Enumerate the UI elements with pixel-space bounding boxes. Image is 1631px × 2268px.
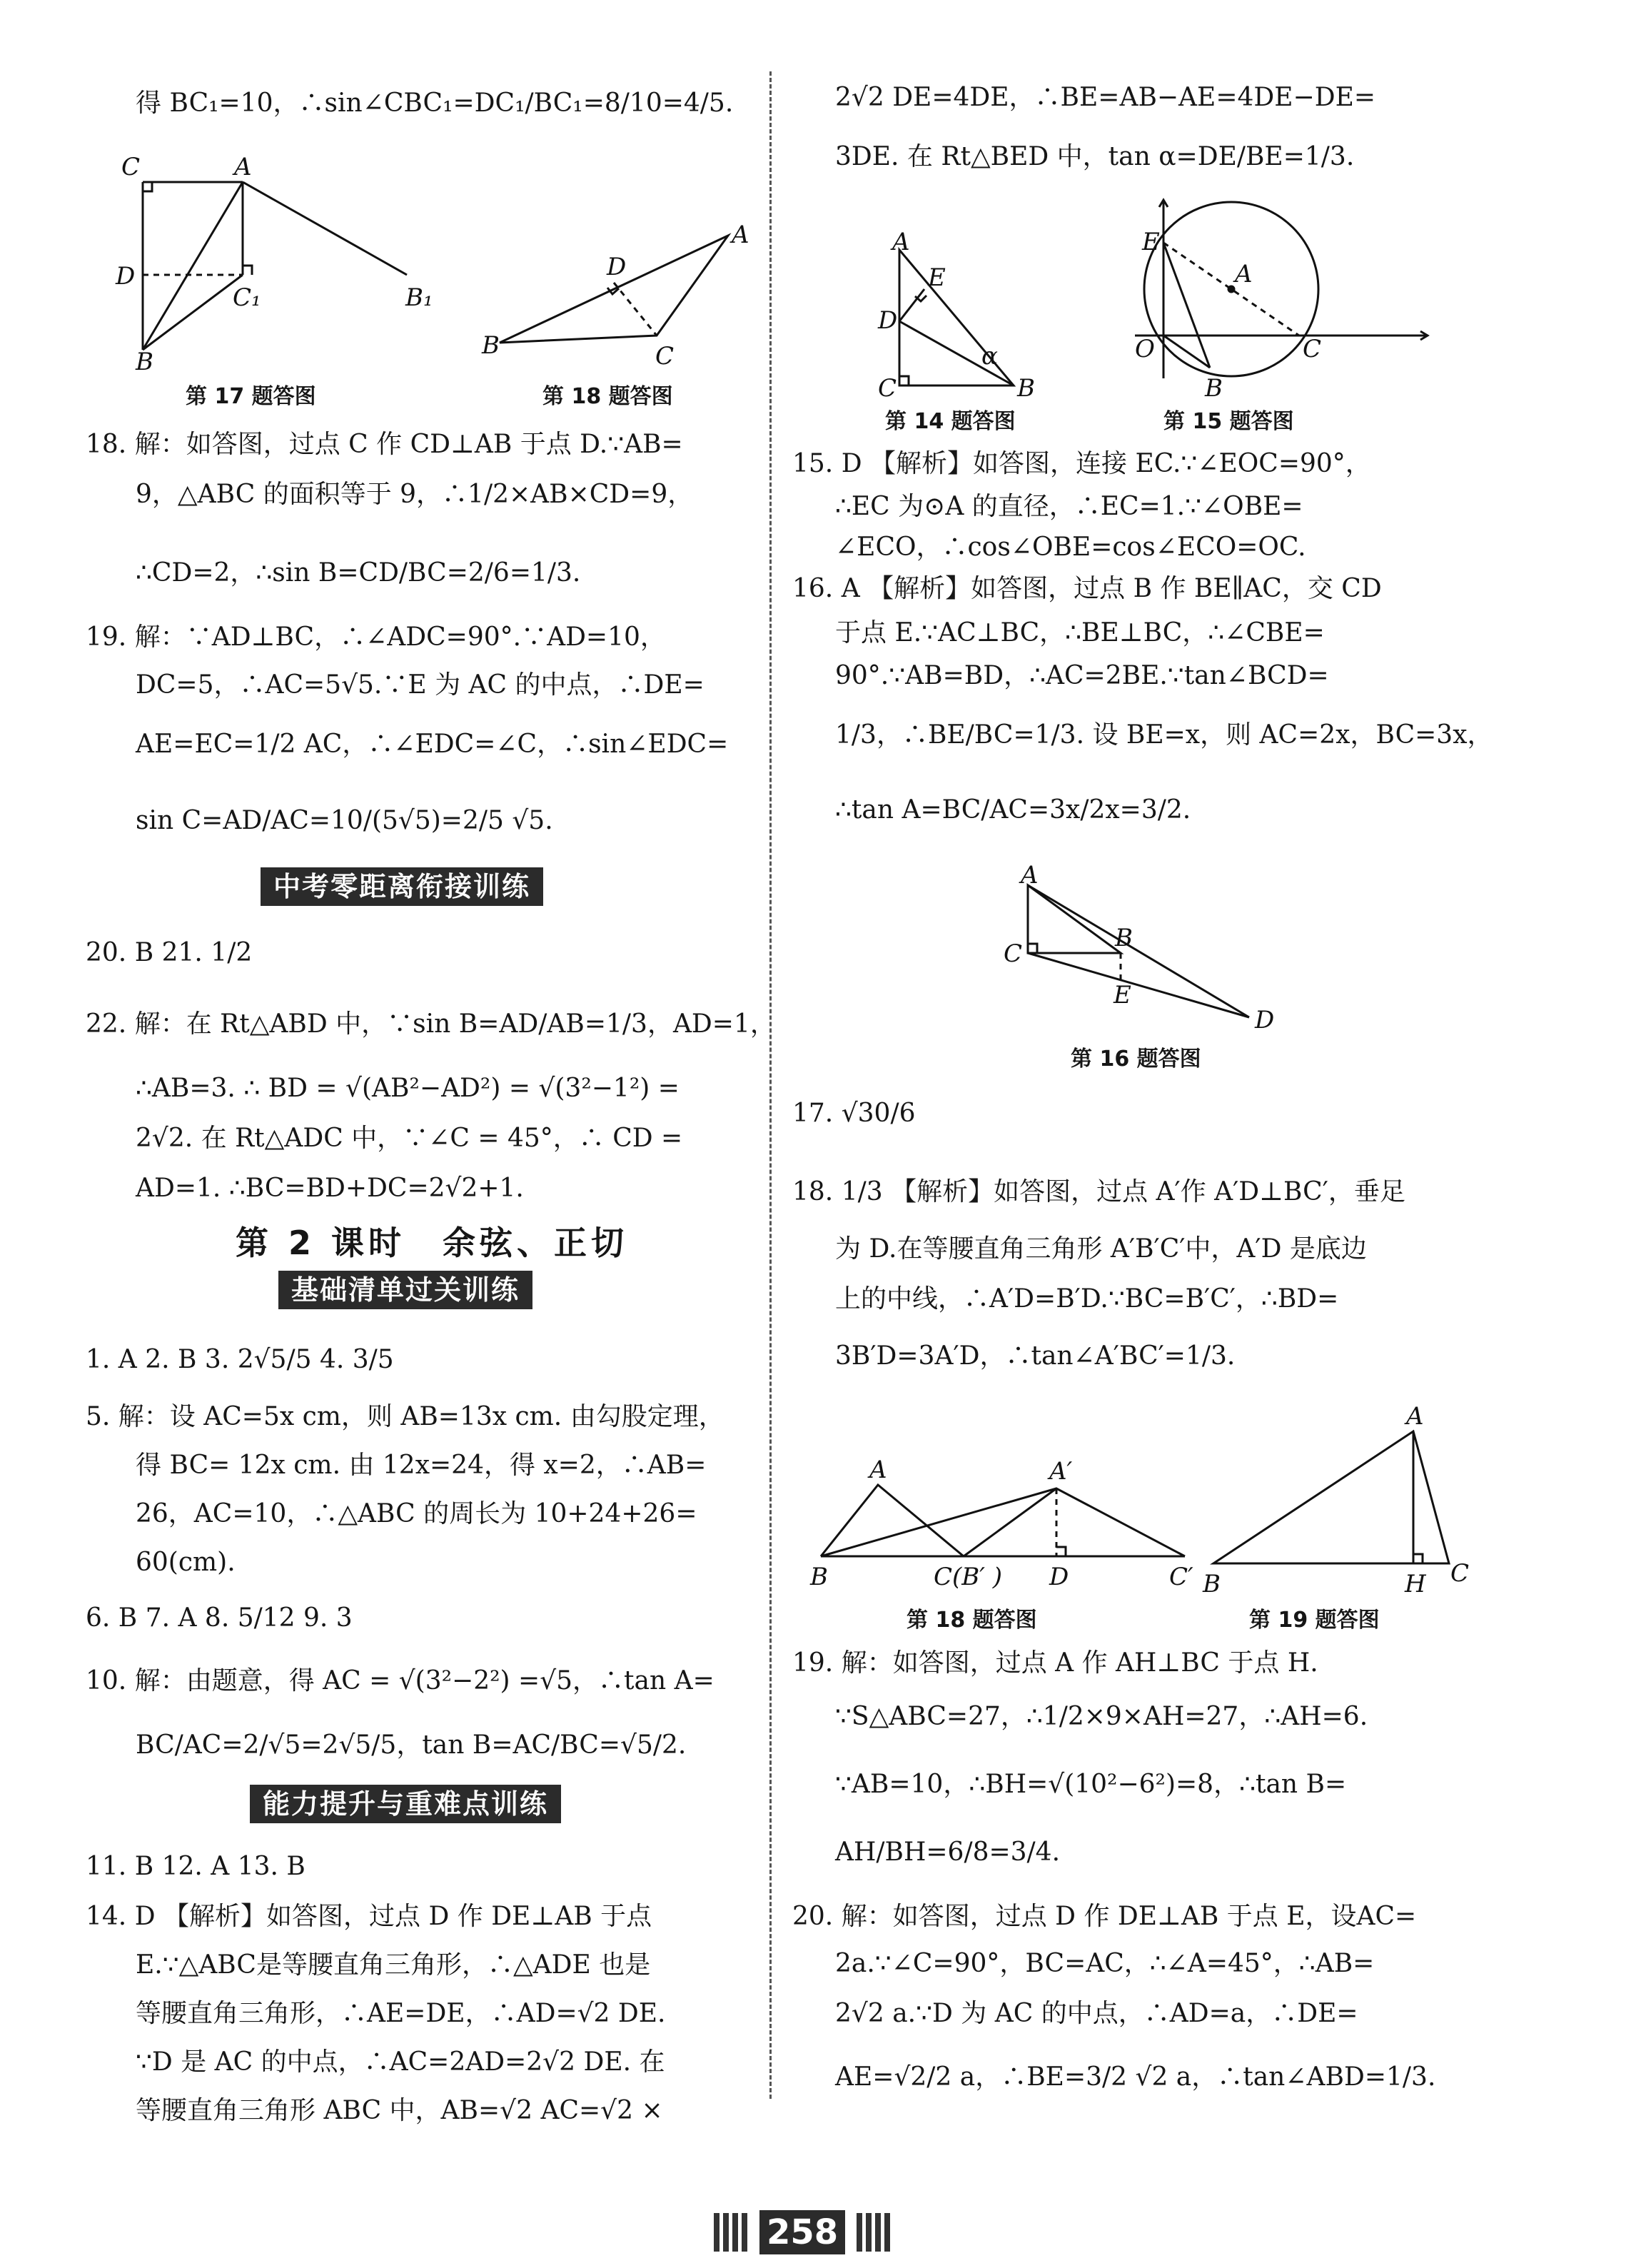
svg-text:C₁: C₁ [233,283,261,312]
svg-text:D: D [878,306,898,335]
text-line: sin C=AD/AC=10/(5√5)=2/5 √5. [136,806,553,835]
figure-19 [1192,1402,1470,1598]
text-line: ∴AB=3. ∴ BD = √(AB²−AD²) = √(3²−1²) = [136,1074,680,1103]
svg-text:E: E [928,263,946,292]
caption-14: 第 14 题答图 [885,409,1016,434]
svg-text:E: E [1142,228,1160,256]
svg-text:A: A [732,221,749,249]
text-line: 11. B 12. A 13. B [86,1852,306,1881]
svg-text:B: B [1115,924,1133,952]
text-line: 15. D 【解析】如答图，连接 EC.∵∠EOC=90°， [792,449,1371,478]
text-line: 上的中线，∴A′D=B′D.∵BC=B′C′，∴BD= [835,1284,1339,1314]
text-line: 18. 1/3 【解析】如答图，过点 A′作 A′D⊥BC′，垂足 [792,1177,1405,1206]
text-line: 等腰直角三角形 ABC 中，AB=√2 AC=√2 × [136,2096,663,2125]
page-number: 258 [759,2210,845,2254]
text-line: ∴tan A=BC/AC=3x/2x=3/2. [835,795,1191,825]
svg-text:C: C [878,374,897,403]
figure-18-left [482,214,757,371]
svg-text:B: B [1203,1570,1221,1598]
text-line: 6. B 7. A 8. 5/12 9. 3 [86,1603,353,1633]
caption-15: 第 15 题答图 [1163,409,1294,434]
caption-19: 第 19 题答图 [1249,1608,1380,1633]
text-line: 14. D 【解析】如答图，过点 D 作 DE⊥AB 于点 [86,1902,652,1931]
text-line: 19. 解：∵AD⊥BC，∴∠ADC=90°.∵AD=10， [86,623,666,652]
text-line: 20. B 21. 1/2 [86,938,253,967]
text-line: AH/BH=6/8=3/4. [835,1838,1061,1867]
caption-17: 第 17 题答图 [186,384,316,409]
caption-18: 第 18 题答图 [542,384,673,409]
text-line: AD=1. ∴BC=BD+DC=2√2+1. [136,1174,524,1203]
text-line: 3DE. 在 Rt△BED 中，tan α=DE/BE=1/3. [835,142,1355,171]
svg-text:A: A [234,153,252,181]
svg-text:A: A [1406,1402,1424,1431]
svg-text:C(B′ ): C(B′ ) [934,1563,1003,1591]
lesson-title: 第 2 课时 余弦、正切 [236,1224,629,1262]
section-banner: 中考零距离衔接训练 [261,867,543,906]
text-line: 于点 E.∵AC⊥BC，∴BE⊥BC，∴∠CBE= [835,618,1325,647]
text-line: 22. 解：在 Rt△ABD 中，∵sin B=AD/AB=1/3，AD=1， [86,1009,776,1039]
text-line: 26，AC=10，∴△ABC 的周长为 10+24+26= [136,1499,697,1528]
barcode-decoration [714,2213,749,2252]
svg-text:A′: A′ [1049,1457,1073,1486]
text-line: 18. 解：如答图，过点 C 作 CD⊥AB 于点 D.∵AB= [86,430,683,459]
svg-text:C: C [1303,335,1322,363]
text-line: ∵D 是 AC 的中点，∴AC=2AD=2√2 DE. 在 [136,2047,665,2077]
caption-16: 第 16 题答图 [1071,1047,1201,1072]
figure-17 [107,143,478,376]
figure-14 [871,228,1056,403]
svg-text:D: D [1255,1006,1275,1034]
text-line: 1/3，∴BE/BC=1/3. 设 BE=x，则 AC=2x，BC=3x， [835,720,1493,750]
text-line: 为 D.在等腰直角三角形 A′B′C′中，A′D 是底边 [835,1234,1367,1264]
svg-text:O: O [1135,335,1155,363]
column-divider [769,71,772,2099]
page-number-box [714,2210,921,2254]
svg-text:D: D [1049,1563,1069,1591]
figure-16 [1004,861,1356,1039]
text-line: 得 BC₁=10，∴sin∠CBC₁=DC₁/BC₁=8/10=4/5. [136,89,734,118]
text-line: 9，△ABC 的面积等于 9，∴1/2×AB×CD=9， [136,480,694,509]
caption-18-right: 第 18 题答图 [907,1608,1037,1633]
svg-text:B: B [482,331,500,360]
text-line: 2√2 DE=4DE，∴BE=AB−AE=4DE−DE= [835,83,1376,112]
text-line: AE=√2/2 a，∴BE=3/2 √2 a，∴tan∠ABD=1/3. [835,2062,1436,2092]
svg-text:E: E [1114,981,1131,1009]
svg-text:B₁: B₁ [405,283,433,312]
svg-text:C: C [1450,1559,1470,1588]
text-line: 19. 解：如答图，过点 A 作 AH⊥BC 于点 H. [792,1648,1318,1678]
text-line: ∠ECO，∴cos∠OBE=cos∠ECO=OC. [835,533,1306,562]
text-line: 1. A 2. B 3. 2√5/5 4. 3/5 [86,1345,394,1374]
text-line: 16. A 【解析】如答图，过点 B 作 BE∥AC，交 CD [792,574,1382,603]
text-line: 90°.∵AB=BD，∴AC=2BE.∵tan∠BCD= [835,661,1329,690]
svg-text:C: C [1004,939,1023,968]
svg-text:B: B [1017,374,1035,403]
svg-text:B: B [1205,374,1223,403]
svg-text:D: D [116,262,136,291]
svg-text:D: D [607,253,627,281]
text-line: 10. 解：由题意，得 AC = √(3²−2²) =√5，∴tan A= [86,1666,714,1695]
svg-text:H: H [1405,1570,1426,1598]
svg-text:A: A [1235,260,1253,288]
barcode-decoration [857,2213,892,2252]
text-line: ∵AB=10，∴BH=√(10²−6²)=8，∴tan B= [835,1770,1347,1799]
svg-text:A: A [892,228,910,256]
text-line: ∴EC 为⊙A 的直径，∴EC=1.∵∠OBE= [835,492,1303,521]
svg-text:A: A [869,1456,887,1484]
section-banner: 基础清单过关训练 [278,1271,532,1309]
svg-text:C: C [655,342,675,371]
text-line: ∴CD=2，∴sin B=CD/BC=2/6=1/3. [136,558,581,588]
text-line: 2√2. 在 Rt△ADC 中，∵∠C = 45°，∴ CD = [136,1124,683,1153]
text-line: 60(cm). [136,1548,236,1577]
text-line: E.∵△ABC是等腰直角三角形，∴△ADE 也是 [136,1950,651,1980]
text-line: 3B′D=3A′D，∴tan∠A′BC′=1/3. [835,1341,1236,1371]
text-line: AE=EC=1/2 AC，∴∠EDC=∠C，∴sin∠EDC= [136,730,729,759]
text-line: 20. 解：如答图，过点 D 作 DE⊥AB 于点 E，设AC= [792,1902,1417,1931]
text-line: DC=5，∴AC=5√5.∵E 为 AC 的中点，∴DE= [136,670,705,700]
svg-text:A: A [1021,861,1039,889]
svg-text:B: B [810,1563,828,1591]
text-line: 2√2 a.∵D 为 AC 的中点，∴AD=a，∴DE= [835,1999,1358,2028]
section-banner: 能力提升与重难点训练 [250,1785,561,1823]
svg-text:C: C [121,153,141,181]
text-line: 得 BC= 12x cm. 由 12x=24，得 x=2，∴AB= [136,1451,707,1480]
figure-15 [1128,193,1435,403]
text-line: BC/AC=2/√5=2√5/5，tan B=AC/BC=√5/2. [136,1730,687,1760]
svg-text:C′: C′ [1169,1563,1193,1591]
text-line: ∵S△ABC=27，∴1/2×9×AH=27，∴AH=6. [835,1702,1368,1731]
text-line: 5. 解：设 AC=5x cm，则 AB=13x cm. 由勾股定理， [86,1402,724,1431]
figure-18-right [807,1449,1206,1592]
svg-text:B: B [136,348,153,376]
text-line: 2a.∵∠C=90°，BC=AC，∴∠A=45°，∴AB= [835,1949,1375,1978]
text-line: 17. √30/6 [792,1099,916,1128]
svg-text:α: α [981,342,998,371]
text-line: 等腰直角三角形，∴AE=DE，∴AD=√2 DE. [136,1999,666,2028]
